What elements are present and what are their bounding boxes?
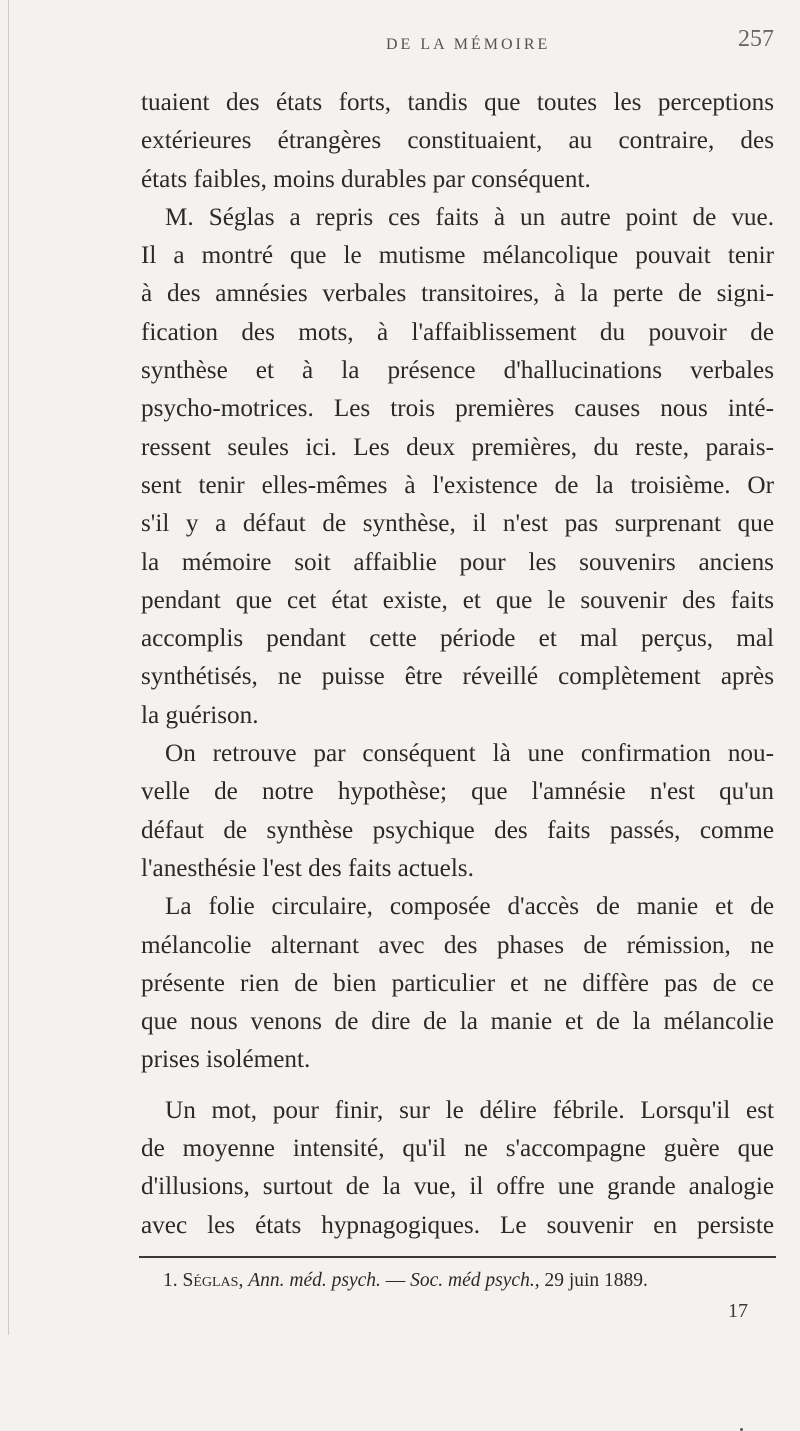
text-line: pendant que cet état existe, et que le souvenir des faits (141, 586, 774, 614)
text-line: Il a montré que le mutisme mélancolique pouvait tenir (141, 242, 774, 270)
text-line: prises isolément. (141, 1046, 311, 1074)
footnote-source-1: Ann. méd. psych. (248, 1270, 381, 1291)
text-line: La folie circulaire, composée d'accès de manie et de (165, 893, 774, 921)
page-header (150, 26, 796, 60)
text-line: à des amnésies verbales transitoires, à la perte de signi- (141, 280, 774, 308)
footnote-number: 1. (163, 1270, 178, 1291)
section-gap (141, 1080, 774, 1092)
text-line: états faibles, moins durables par conséquent. (141, 165, 591, 193)
text-line: On retrouve par conséquent là une confirmation nou- (165, 740, 774, 768)
text-line: d'illusions, surtout de la vue, il offre une grande analogie (141, 1173, 774, 1201)
text-line: la guérison. (141, 701, 259, 729)
text-line: sent tenir elles-mêmes à l'existence de la troisième. Or (141, 471, 774, 499)
footnote-source-2: Soc. méd psych., (410, 1270, 540, 1291)
page-binding-edge (8, 0, 9, 1335)
footnote-author: Séglas, (182, 1270, 244, 1291)
text-line: fication des mots, à l'affaiblissement du pouvoir de (141, 318, 774, 346)
text-line: que nous venons de dire de la manie et de la mélancolie (141, 1008, 774, 1036)
text-line: Un mot, pour finir, sur le délire fébrile. Lorsqu'il est (165, 1096, 774, 1124)
text-line: s'il y a défaut de synthèse, il n'est pas surprenant que (141, 510, 774, 538)
text-line: de moyenne intensité, qu'il ne s'accompagne guère que (141, 1135, 774, 1163)
footnote (163, 1268, 783, 1293)
text-line: M. Séglas a repris ces faits à un autre point de vue. (165, 203, 774, 231)
text-line: velle de notre hypothèse; que l'amnésie n'est qu'un (141, 778, 774, 806)
text-line: psycho-motrices. Les trois premières causes nous inté- (141, 395, 774, 423)
text-line: mélancolie alternant avec des phases de rémission, ne (141, 931, 774, 959)
footnote-date: 29 juin 1889. (544, 1270, 648, 1291)
text-line: défaut de synthèse psychique des faits passés, comme (141, 816, 774, 844)
running-head: DE LA MÉMOIRE (386, 36, 551, 53)
text-line: ressent seules ici. Les deux premières, du reste, parais- (141, 433, 774, 461)
text-line: l'anesthésie l'est des faits actuels. (141, 854, 474, 882)
text-line: synthèse et à la présence d'hallucinations verbales (141, 357, 774, 385)
body-text (141, 84, 774, 1245)
text-line: avec les états hypnagogiques. Le souvenir en persiste (141, 1211, 774, 1239)
signature-mark: 17 (728, 1300, 748, 1322)
text-line: la mémoire soit affaiblie pour les souvenirs anciens (141, 548, 774, 576)
text-line: présente rien de bien particulier et ne diffère pas de ce (141, 969, 774, 997)
text-line: synthétisés, ne puisse être réveillé complètement après (141, 663, 774, 691)
footnote-rule (139, 1256, 776, 1258)
page-number: 257 (738, 26, 774, 52)
text-line: accomplis pendant cette période et mal perçus, mal (141, 625, 774, 653)
text-line: tuaient des états forts, tandis que toutes les perceptions (141, 89, 774, 116)
footnote-dash: — (385, 1270, 406, 1291)
text-line: extérieures étrangères constituaient, au contraire, des (141, 127, 774, 155)
